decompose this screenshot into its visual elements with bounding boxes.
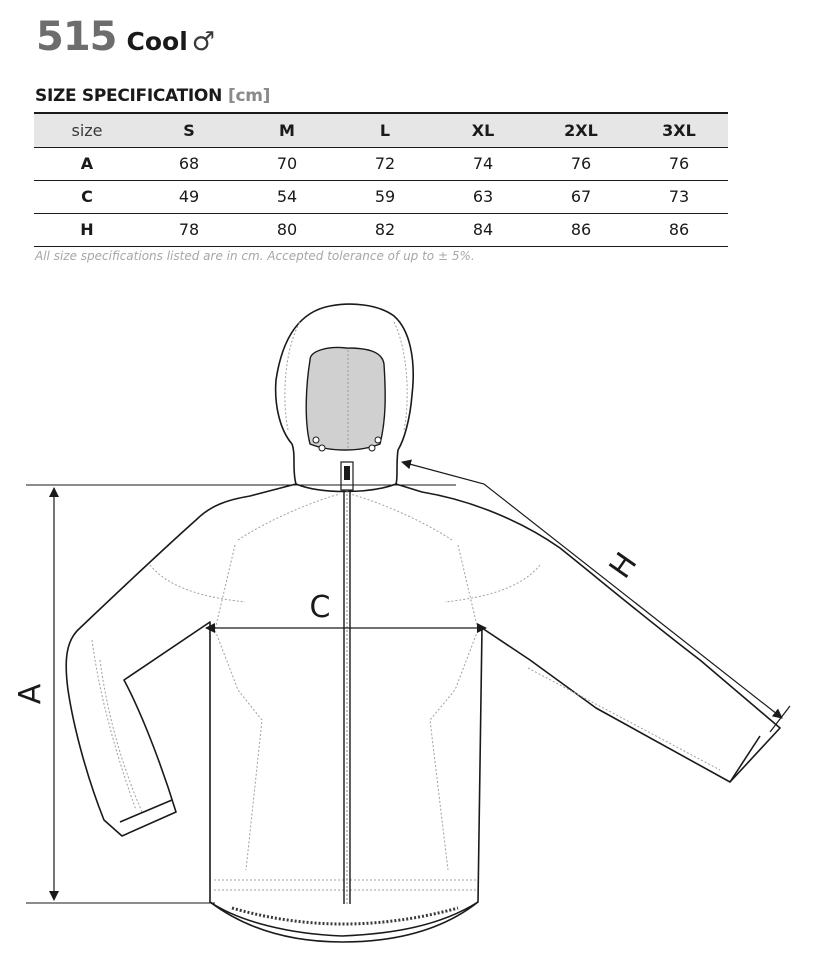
label-h: H [602, 546, 645, 585]
column-header: M [279, 120, 295, 140]
jacket-outline [66, 304, 780, 942]
zipper [341, 462, 353, 904]
table-cell: 78 [178, 220, 200, 239]
table-cell: 74 [472, 154, 494, 173]
table-cell: 54 [276, 187, 298, 206]
row-label: A [80, 154, 94, 173]
column-header: XL [471, 120, 495, 140]
column-header: 2XL [564, 120, 598, 140]
table-cell: 73 [668, 187, 690, 206]
table-cell: 72 [374, 154, 396, 173]
hood-face-opening [306, 348, 385, 451]
column-header: 3XL [662, 120, 696, 140]
label-c: C [309, 590, 331, 625]
table-cell: 86 [570, 220, 592, 239]
column-header: L [379, 120, 391, 140]
row-label: H [80, 220, 94, 239]
table-cell: 76 [668, 154, 690, 173]
table-cell: 49 [178, 187, 200, 206]
table-cell: 67 [570, 187, 592, 206]
size-spec-title: SIZE SPECIFICATION [35, 86, 222, 106]
table-cell: 84 [472, 220, 494, 239]
column-header: S [183, 120, 195, 140]
table-cell: 80 [276, 220, 298, 239]
table-cell: 63 [472, 187, 494, 206]
tolerance-note: All size specifications listed are in cm. Accepted tolerance of up to ± 5%. [35, 249, 475, 263]
model-number: 515 [36, 14, 117, 60]
jacket-seams [92, 322, 720, 890]
model-name: Cool [126, 27, 188, 56]
table-cell: 59 [374, 187, 396, 206]
size-spec-unit: [cm] [228, 86, 271, 106]
table-cell: 76 [570, 154, 592, 173]
hem-drawcord [232, 908, 458, 924]
male-symbol-icon: ♂ [191, 27, 216, 57]
label-a: A [13, 683, 48, 705]
column-header: size [71, 120, 103, 140]
row-label: C [81, 187, 93, 206]
table-cell: 68 [178, 154, 200, 173]
table-cell: 86 [668, 220, 690, 239]
table-cell: 82 [374, 220, 396, 239]
table-cell: 70 [276, 154, 298, 173]
